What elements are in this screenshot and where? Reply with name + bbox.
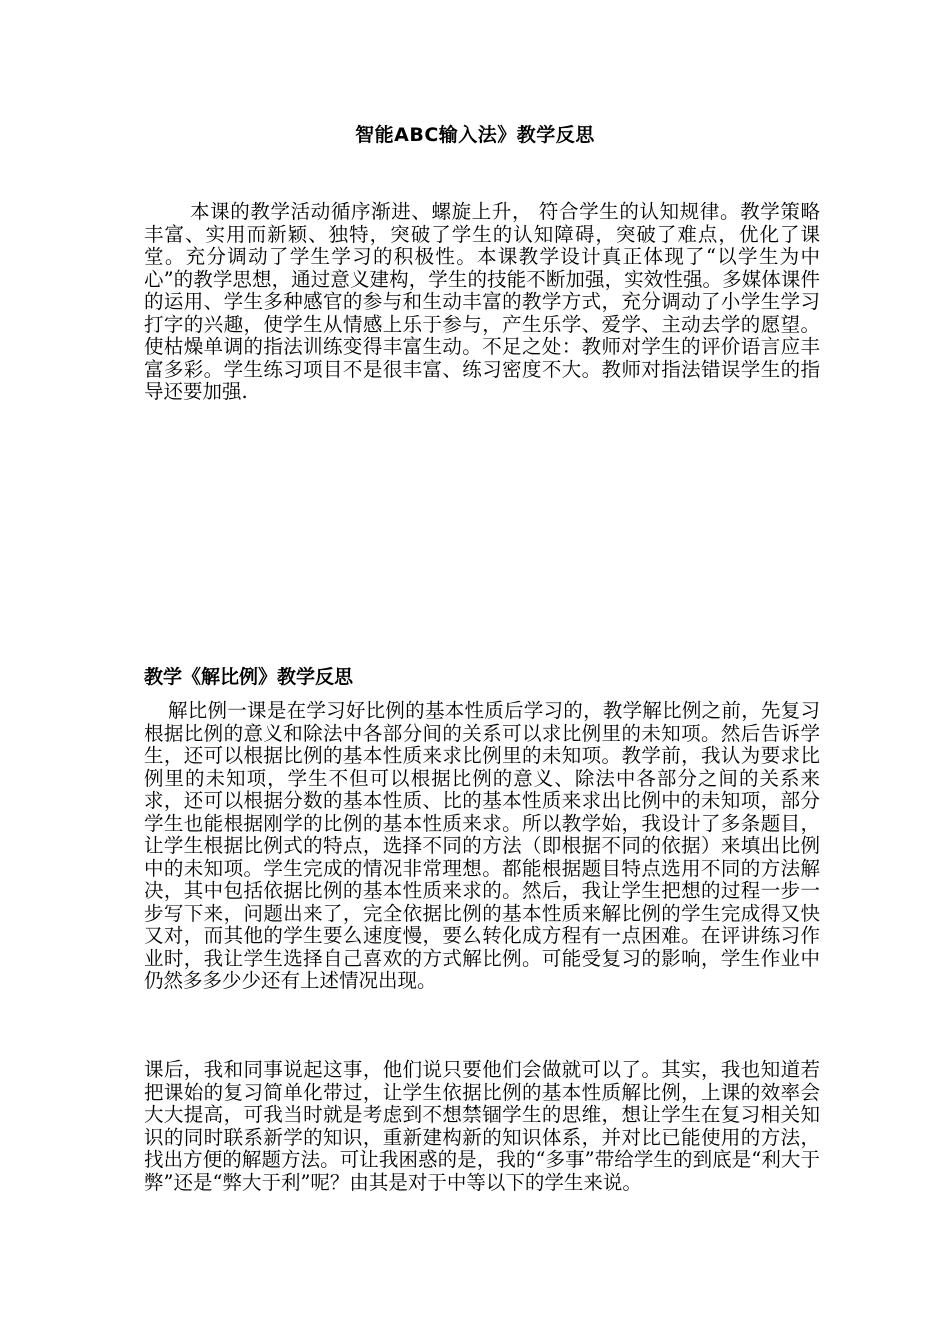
paragraph-after-class: 课后，我和同事说起这事，他们说只要他们会做就可以了。其实，我也知道若把课始的复习简单化带过，让学生依据比例的基本性质解比例，上课的效率会大大提高，可我当时就是考虑到不想禁锢学生的思维，想让学生在复习相关知识的同时联系新学的知识，重新建构新的知识体系，并对比已能使用的方法，找出方便的解题方法。可让我困惑的是，我的“多事”带给学生的到底是“利大于弊”还是“弊大于利”呢？由其是对于中等以下的学生来说。 bbox=[144, 1058, 820, 1194]
doc-title-abc: 智能ABC输入法》教学反思 bbox=[355, 124, 595, 146]
paragraph-abc-reflection: 本课的教学活动循序渐进、螺旋上升， 符合学生的认知规律。教学策略丰富、实用而新颖、独特，突破了学生的认知障碍，突破了难点，优化了课堂。充分调动了学生学习的积极性。本课教学设计真正体现了“以学生为中心”的教学思想，通过意义建构，学生的技能不断加强，实效性强。多媒体课件的运用、学生多种感官的参与和生动丰富的教学方式，充分调动了小学生学习打字的兴趣，使学生从情感上乐于参与，产生乐学、爱学、主动去学的愿望。使枯燥单调的指法训练变得丰富生动。不足之处：教师对学生的评价语言应丰富多彩。学生练习项目不是很丰富、练习密度不大。教师对指法错误学生的指导还要加强. bbox=[144, 200, 820, 403]
paragraph-ratio-reflection: 解比例一课是在学习好比例的基本性质后学习的，教学解比例之前，先复习根据比例的意义和除法中各部分间的关系可以求比例里的未知项。然后告诉学生，还可以根据比例的基本性质来求比例里的未知项。教学前，我认为要求比例里的未知项，学生不但可以根据比例的意义、除法中各部分之间的关系来求，还可以根据分数的基本性质、比的基本性质来求出比例中的未知项，部分学生也能根据刚学的比例的基本性质来求。所以教学始，我设计了多条题目，让学生根据比例式的特点，选择不同的方法（即根据不同的依据）来填出比例中的未知项。学生完成的情况非常理想。都能根据题目特点选用不同的方法解决，其中包括依据比例的基本性质来求的。然后，我让学生把想的过程一步一步写下来，问题出来了，完全依据比例的基本性质来解比例的学生完成得又快又对，而其他的学生要么速度慢，要么转化成方程有一点困难。在评讲练习作业时，我让学生选择自己喜欢的方式解比例。可能受复习的影响，学生作业中仍然多多少少还有上述情况出现。 bbox=[144, 699, 820, 992]
doc-title-ratio: 教学《解比例》教学反思 bbox=[144, 666, 354, 688]
